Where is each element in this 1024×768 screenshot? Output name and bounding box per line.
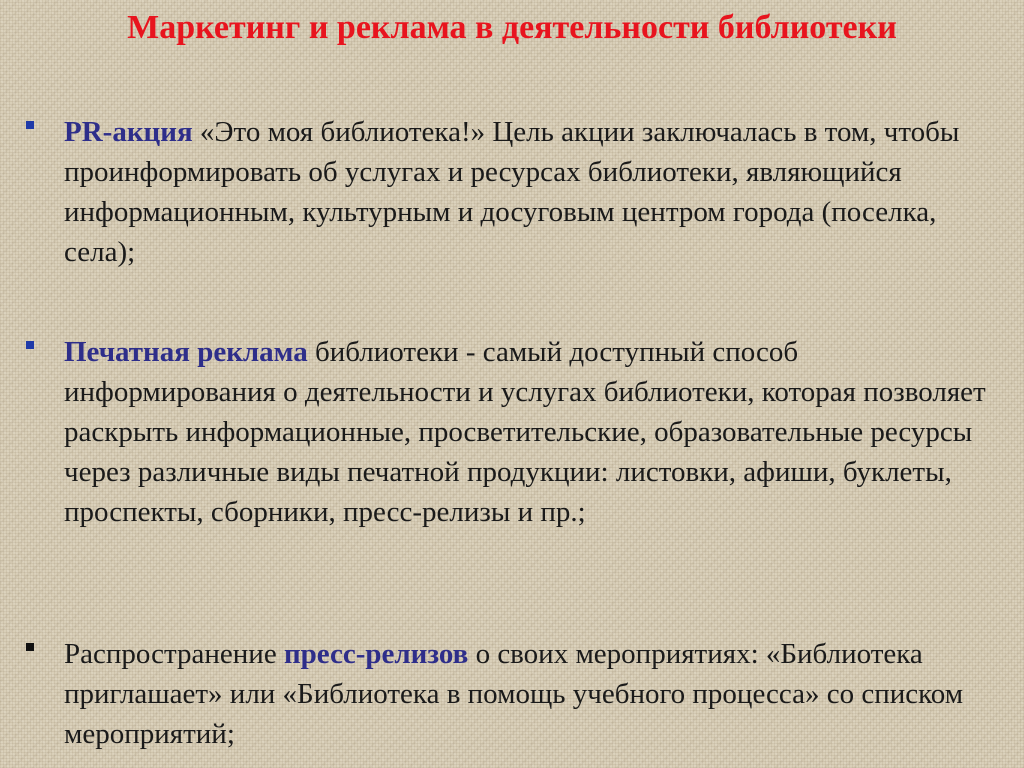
slide-title: Маркетинг и реклама в деятельности библиотеки <box>127 9 897 46</box>
bullet-keyword: Печатная реклама <box>64 336 308 368</box>
square-bullet-icon <box>26 341 34 349</box>
bullet-text <box>64 112 1012 272</box>
bullet-prefix: Распространение <box>64 638 284 670</box>
bullet-body: «Это моя библиотека!» Цель акции заключалась в том, чтобы проинформировать об услугах и ресурсах библиотеки, являющийся информационным, культурным и досуговым центром города (поселка, села); <box>64 116 960 268</box>
bullet-keyword: PR-акция <box>64 116 193 148</box>
square-bullet-icon <box>26 121 34 129</box>
bullet-keyword: пресс-релизов <box>283 638 469 670</box>
bullet-text <box>64 332 1012 532</box>
square-bullet-icon <box>26 643 34 651</box>
bullet-body: библиотеки - самый доступный способ информирования о деятельности и услугах библиотеки, которая позволяет раскрыть информационные, просветительские, образовательные ресурсы через различные виды печатной продукции: листовки, афиши, буклеты, проспекты, сборники, пресс-релизы и пр.; <box>64 336 986 528</box>
bullet-text <box>64 634 1012 754</box>
bullet-body: о своих мероприятиях: «Библиотека приглашает» или «Библиотека в помощь учебного процесса» со списком мероприятий; <box>64 638 964 750</box>
